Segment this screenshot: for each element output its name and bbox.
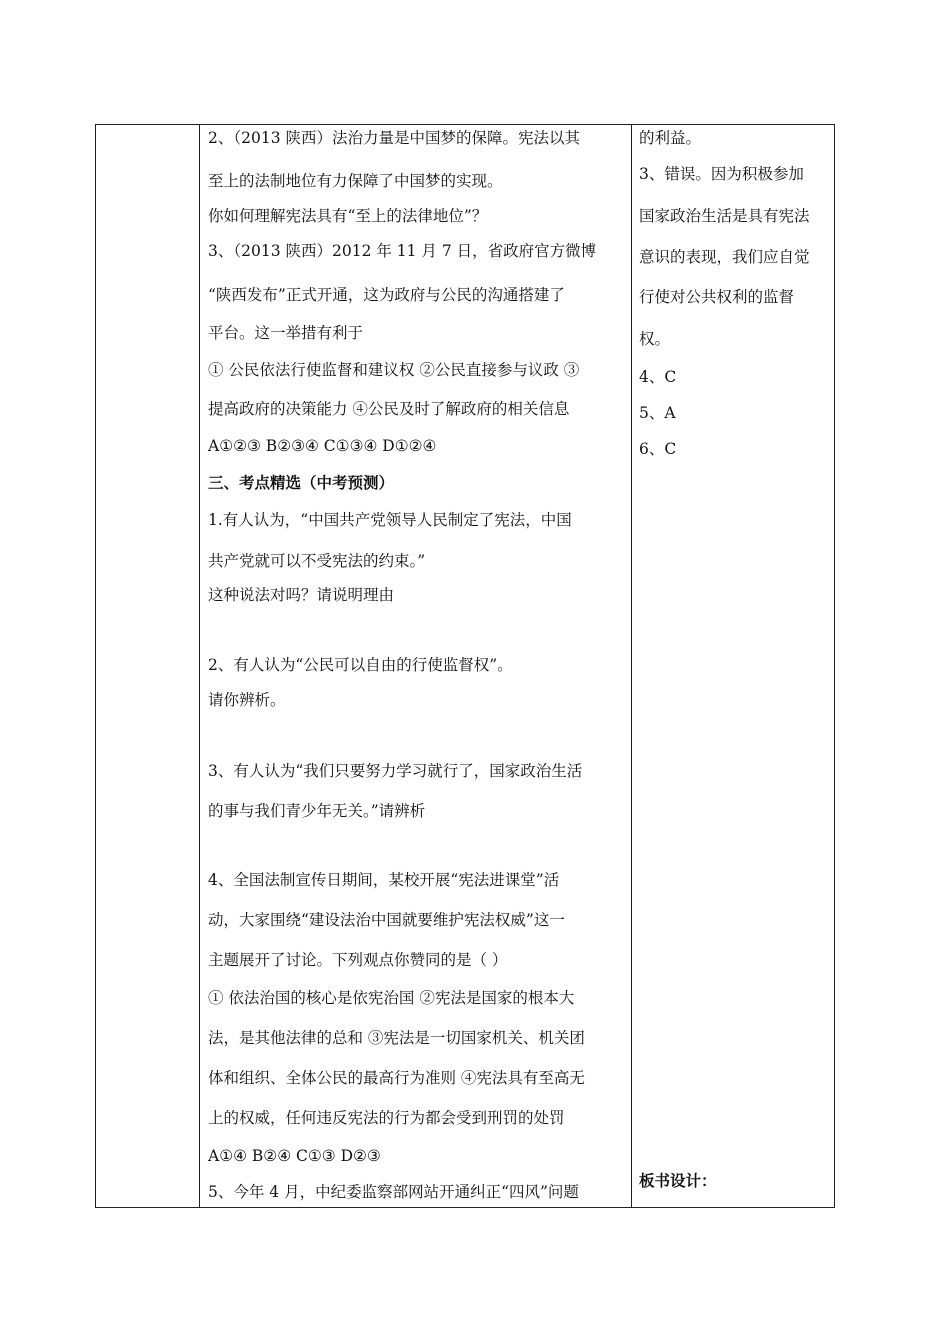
text-line: 至上的法制地位有力保障了中国梦的实现。 — [208, 172, 503, 190]
text-line: 你如何理解宪法具有“至上的法律地位”？ — [208, 207, 488, 225]
answer-line: 5、A — [639, 404, 676, 422]
text-line: 上的权威，任何违反宪法的行为都会受到刑罚的处罚 — [208, 1109, 565, 1127]
text-line: 的事与我们青少年无关。”请辨析 — [208, 802, 426, 820]
column-divider-right — [631, 125, 632, 1207]
text-line: 体和组织、全体公民的最高行为准则 ④宪法具有至高无 — [208, 1069, 585, 1087]
board-design-label: 板书设计： — [639, 1171, 717, 1190]
answer-line: 权。 — [639, 330, 671, 348]
text-line: 3、（2013 陕西）2012 年 11 月 7 日，省政府官方微博 — [208, 242, 597, 260]
answer-line: 3、错误。因为积极参加 — [639, 165, 804, 183]
left-column — [96, 125, 199, 1207]
text-line: 平台。这一举措有利于 — [208, 324, 364, 342]
text-line: 1.有人认为，“中国共产党领导人民制定了宪法，中国 — [208, 511, 572, 529]
text-line: 请你辨析。 — [208, 691, 286, 709]
answer-column — [639, 125, 829, 1207]
answer-line: 6、C — [639, 440, 677, 458]
text-line: ① 公民依法行使监督和建议权 ②公民直接参与议政 ③ — [208, 361, 580, 379]
text-line: A①②③ B②③④ C①③④ D①②④ — [208, 437, 437, 455]
answer-line: 国家政治生活是具有宪法 — [639, 207, 810, 225]
exercise-column — [208, 125, 628, 1207]
answer-line: 4、C — [639, 368, 677, 386]
text-line: “陕西发布”正式开通，这为政府与公民的沟通搭建了 — [208, 286, 565, 304]
text-line: A①④ B②④ C①③ D②③ — [208, 1147, 381, 1165]
column-divider-left — [199, 125, 200, 1207]
text-line: 2、有人认为“公民可以自由的行使监督权”。 — [208, 656, 513, 674]
text-line: 主题展开了讨论。下列观点你赞同的是（ ） — [208, 951, 508, 969]
text-line: 5、今年 4 月，中纪委监察部网站开通纠正“四风”问题 — [208, 1183, 579, 1201]
answer-line: 的利益。 — [639, 129, 702, 147]
answer-line: 意识的表现，我们应自觉 — [639, 248, 810, 266]
text-line: 法，是其他法律的总和 ③宪法是一切国家机关、机关团 — [208, 1029, 585, 1047]
text-line: 这种说法对吗？请说明理由 — [208, 586, 395, 604]
lesson-table — [95, 124, 835, 1208]
text-line: ① 依法治国的核心是依宪治国 ②宪法是国家的根本大 — [208, 989, 575, 1007]
text-line: 提高政府的决策能力 ④公民及时了解政府的相关信息 — [208, 400, 570, 418]
section-heading: 三、考点精选（中考预测） — [208, 473, 395, 492]
text-line: 共产党就可以不受宪法的约束。” — [208, 552, 426, 570]
text-line: 4、全国法制宣传日期间，某校开展“宪法进课堂”活 — [208, 871, 560, 889]
answer-line: 行使对公共权利的监督 — [639, 288, 795, 306]
text-line: 3、有人认为“我们只要努力学习就行了，国家政治生活 — [208, 762, 583, 780]
text-line: 2、（2013 陕西）法治力量是中国梦的保障。宪法以其 — [208, 129, 580, 147]
text-line: 动，大家围绕“建设法治中国就要维护宪法权威”这一 — [208, 911, 565, 929]
